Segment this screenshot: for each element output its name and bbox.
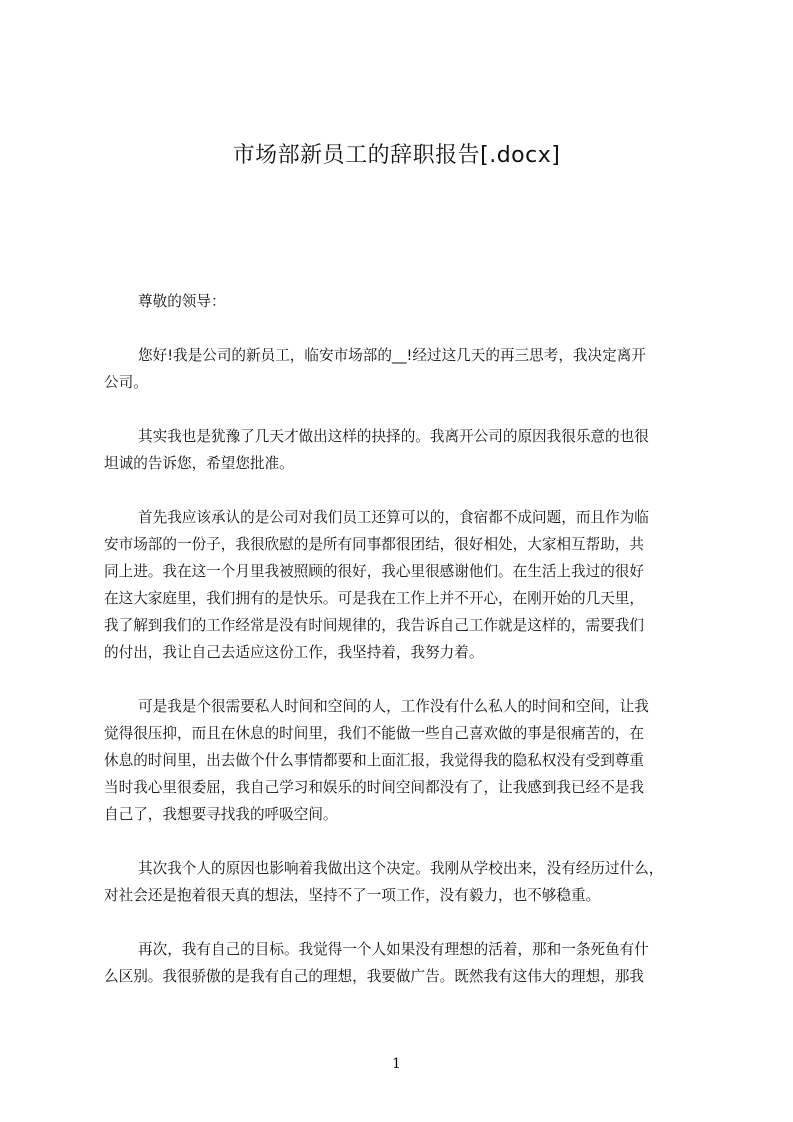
paragraph-greeting xyxy=(104,342,704,396)
text-line: 首先我应该承认的是公司对我们员工还算可以的，食宿都不成问题，而且作为临 xyxy=(138,509,649,526)
text-line: 同上进。我在这一个月里我被照顾的很好，我心里很感谢他们。在生活上我过的很好 xyxy=(104,563,644,580)
text-line: 其次我个人的原因也影响着我做出这个决定。我刚从学校出来，没有经历过什么， xyxy=(138,860,664,877)
text-line: 的付出，我让自己去适应这份工作，我坚持着，我努力着。 xyxy=(104,644,484,661)
text-line: 可是我是个很需要私人时间和空间的人，工作没有什么私人的时间和空间，让我 xyxy=(138,698,649,715)
text-line: 您好!我是公司的新员工，临安市场部的__!经过这几天的再三思考，我决定离开 xyxy=(138,347,646,364)
text-line: 我了解到我们的工作经常是没有时间规律的，我告诉自己工作就是这样的，需要我们 xyxy=(104,617,644,634)
text-line: 休息的时间里，出去做个什么事情都要和上面汇报，我觉得我的隐私权没有受到尊重 xyxy=(104,752,644,769)
text-line: 其实我也是犹豫了几天才做出这样的抉择的。我离开公司的原因我很乐意的也很 xyxy=(138,428,649,445)
paragraph-goals xyxy=(104,936,704,990)
document-title: 市场部新员工的辞职报告[.docx] xyxy=(232,143,561,168)
text-line: 自己了，我想要寻找我的呼吸空间。 xyxy=(104,806,338,823)
text-line: 尊敬的领导： xyxy=(138,293,226,310)
salutation-paragraph xyxy=(104,288,704,315)
paragraph-hesitation xyxy=(104,423,704,477)
text-line: 安市场部的一份子，我很欣慰的是所有同事都很团结，很好相处，大家相互帮助，共 xyxy=(104,536,644,553)
text-line: 公司。 xyxy=(104,374,148,391)
paragraph-privacy xyxy=(104,693,704,828)
text-line: 当时我心里很委屈，我自己学习和娱乐的时间空间都没有了，让我感到我已经不是我 xyxy=(104,779,644,796)
text-line: 对社会还是抱着很天真的想法，坚持不了一项工作，没有毅力，也不够稳重。 xyxy=(104,887,601,904)
document-body xyxy=(104,288,704,990)
text-line: 再次，我有自己的目标。我觉得一个人如果没有理想的活着，那和一条死鱼有什 xyxy=(138,941,649,958)
text-line: 在这大家庭里，我们拥有的是快乐。可是我在工作上并不开心，在刚开始的几天里， xyxy=(104,590,644,607)
text-line: 坦诚的告诉您，希望您批准。 xyxy=(104,455,294,472)
paragraph-first-reason xyxy=(104,504,704,666)
text-line: 么区别。我很骄傲的是我有自己的理想，我要做广告。既然我有这伟大的理想，那我 xyxy=(104,968,644,985)
paragraph-personal-reason xyxy=(104,855,704,909)
page-number: 1 xyxy=(392,1056,401,1072)
text-line: 觉得很压抑，而且在休息的时间里，我们不能做一些自己喜欢做的事是很痛苦的，在 xyxy=(104,725,644,742)
